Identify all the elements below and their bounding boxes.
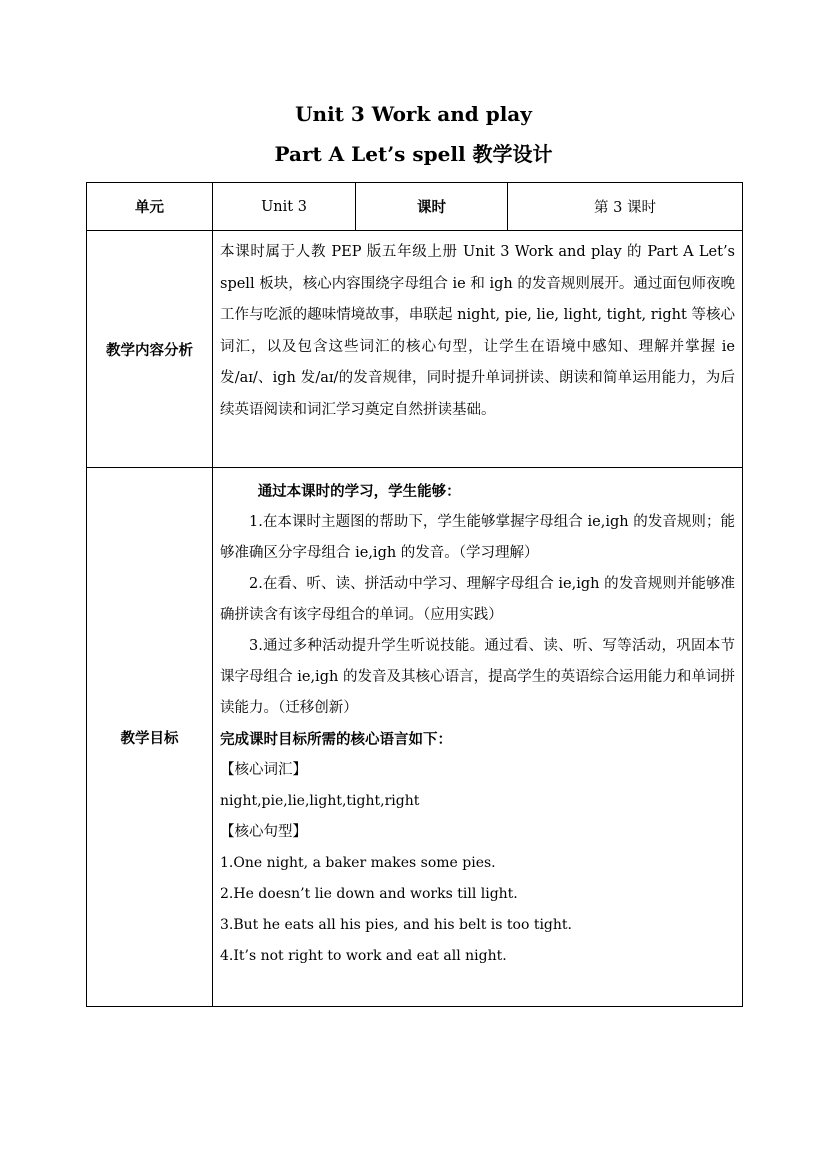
sentence-heading: 【核心句型】 [220, 824, 307, 840]
core-language-intro: 完成课时目标所需的核心语言如下： [220, 731, 452, 748]
goals-label: 教学目标 [87, 468, 213, 1007]
analysis-cell [213, 231, 743, 468]
analysis-label: 教学内容分析 [87, 231, 213, 468]
goal-item-1: 1.在本课时主题图的帮助下，学生能够掌握字母组合 ie,igh 的发音规则；能够准确区分字母组合 ie,igh 的发音。（学习理解） [220, 514, 735, 561]
header-row [87, 183, 743, 231]
document-subtitle: Part A Let’s spell 教学设计 [274, 142, 553, 166]
vocab-heading: 【核心词汇】 [220, 762, 307, 778]
goals-intro: 通过本课时的学习，学生能够： [257, 483, 461, 500]
unit-label: 单元 [87, 183, 213, 231]
analysis-row [87, 231, 743, 468]
goals-cell [213, 468, 743, 1007]
sentence-2: 2.He doesn’t lie down and works till light. [220, 886, 518, 902]
document-title: Unit 3 Work and play [295, 102, 532, 126]
lesson-label: 课时 [356, 183, 508, 231]
unit-value: Unit 3 [213, 183, 356, 231]
analysis-text: 本课时属于人教 PEP 版五年级上册 Unit 3 Work and play 的 Part A Let’s spell 板块，核心内容围绕字母组合 ie 和 igh 的发音规则展开。通过面包师夜晚工作与吃派的趣味情境故事，串联起 night, pie, lie, light, tight, right 等核心词汇，以及包含这些词汇的核心句型，让学生在语境中感知、理解并掌握 ie 发/aɪ/、igh 发/aɪ/的发音规律，同时提升单词拼读、朗读和简单运用能力，为后续英语阅读和词汇学习奠定自然拼读基础。 [220, 244, 735, 418]
sentence-3: 3.But he eats all his pies, and his belt is too tight. [220, 917, 572, 933]
goals-row [87, 468, 743, 1007]
sentence-1: 1.One night, a baker makes some pies. [220, 855, 496, 871]
lesson-value: 第 3 课时 [508, 183, 743, 231]
vocab-list: night,pie,lie,light,tight,right [220, 793, 420, 809]
goal-item-2: 2.在看、听、读、拼活动中学习、理解字母组合 ie,igh 的发音规则并能够准确拼读含有该字母组合的单词。（应用实践） [220, 576, 735, 623]
sentence-4: 4.It’s not right to work and eat all night. [220, 948, 507, 964]
goal-item-3: 3.通过多种活动提升学生听说技能。通过看、读、听、写等活动，巩固本节课字母组合 ie,igh 的发音及其核心语言，提高学生的英语综合运用能力和单词拼读能力。（迁移创新） [220, 638, 735, 716]
lesson-plan-table [86, 182, 743, 1007]
